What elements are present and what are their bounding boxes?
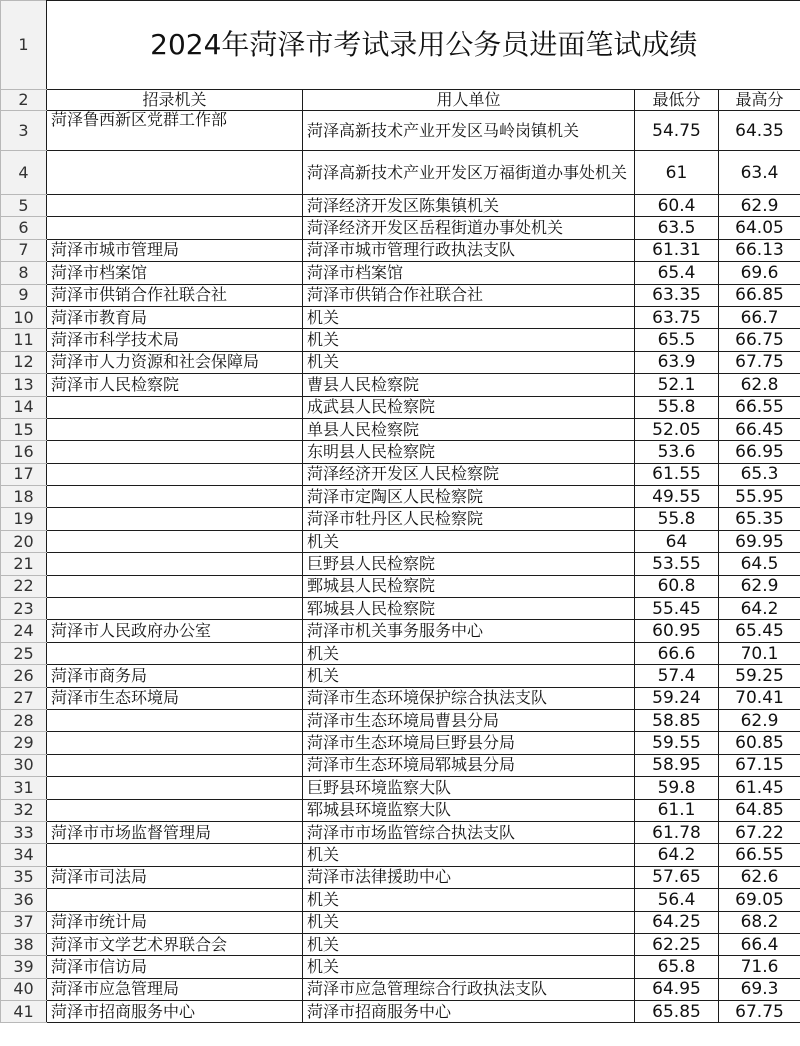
min-score-cell[interactable]: 61.31 (635, 239, 719, 261)
max-score-cell[interactable]: 71.6 (719, 956, 800, 978)
row-number[interactable]: 3 (1, 111, 47, 151)
row-number[interactable]: 21 (1, 553, 47, 575)
unit-cell[interactable]: 菏泽市生态环境保护综合执法支队 (303, 687, 635, 709)
unit-cell[interactable]: 菏泽经济开发区陈集镇机关 (303, 195, 635, 217)
table-row (1, 195, 800, 217)
unit-cell[interactable]: 菏泽市档案馆 (303, 262, 635, 284)
table-row (1, 418, 800, 440)
max-score-cell[interactable]: 66.55 (719, 844, 800, 866)
row-number[interactable]: 13 (1, 374, 47, 396)
agency-cell[interactable]: 菏泽市市场监督管理局 (47, 821, 303, 843)
table-row (1, 553, 800, 575)
unit-cell[interactable]: 机关 (303, 911, 635, 933)
min-score-cell[interactable]: 64.2 (635, 844, 719, 866)
unit-cell[interactable]: 菏泽经济开发区人民检察院 (303, 463, 635, 485)
row-number[interactable]: 41 (1, 1001, 47, 1023)
agency-cell[interactable]: 菏泽市文学艺术界联合会 (47, 933, 303, 955)
row-number[interactable]: 4 (1, 151, 47, 195)
unit-cell[interactable]: 机关 (303, 329, 635, 351)
unit-cell[interactable]: 曹县人民检察院 (303, 374, 635, 396)
max-score-cell[interactable]: 59.25 (719, 665, 800, 687)
unit-cell[interactable]: 机关 (303, 933, 635, 955)
table-row (1, 374, 800, 396)
max-score-cell[interactable]: 66.45 (719, 418, 800, 440)
max-score-cell[interactable]: 66.13 (719, 239, 800, 261)
unit-cell[interactable]: 菏泽高新技术产业开发区万福街道办事处机关 (303, 151, 635, 195)
agency-cell[interactable] (47, 195, 303, 217)
agency-cell[interactable] (47, 441, 303, 463)
min-score-cell[interactable]: 52.05 (635, 418, 719, 440)
table-row (1, 151, 800, 195)
table-row (1, 329, 800, 351)
max-score-cell[interactable]: 70.1 (719, 642, 800, 664)
max-score-cell[interactable]: 65.3 (719, 463, 800, 485)
agency-cell[interactable]: 菏泽市生态环境局 (47, 687, 303, 709)
agency-cell[interactable] (47, 799, 303, 821)
max-score-cell[interactable]: 66.7 (719, 306, 800, 328)
agency-cell[interactable] (47, 598, 303, 620)
agency-cell[interactable] (47, 418, 303, 440)
min-score-cell[interactable]: 63.35 (635, 284, 719, 306)
max-score-cell[interactable]: 62.9 (719, 575, 800, 597)
max-score-cell[interactable]: 60.85 (719, 732, 800, 754)
agency-cell[interactable]: 菏泽市招商服务中心 (47, 1001, 303, 1023)
table-row (1, 306, 800, 328)
max-score-cell[interactable]: 64.05 (719, 217, 800, 239)
row-number[interactable]: 2 (1, 90, 47, 111)
min-score-cell[interactable]: 63.5 (635, 217, 719, 239)
min-score-cell[interactable]: 59.8 (635, 777, 719, 799)
table-row (1, 1001, 800, 1023)
header-row (1, 90, 800, 111)
agency-cell[interactable]: 菏泽市供销合作社联合社 (47, 284, 303, 306)
unit-cell[interactable]: 机关 (303, 956, 635, 978)
agency-cell[interactable]: 菏泽鲁西新区党群工作部 (47, 111, 303, 151)
max-score-cell[interactable]: 65.45 (719, 620, 800, 642)
row-number[interactable]: 10 (1, 306, 47, 328)
column-header-agency[interactable]: 招录机关 (47, 90, 303, 111)
row-number[interactable]: 14 (1, 396, 47, 418)
min-score-cell[interactable]: 59.55 (635, 732, 719, 754)
row-number[interactable]: 35 (1, 866, 47, 888)
max-score-cell[interactable]: 69.05 (719, 889, 800, 911)
unit-cell[interactable]: 机关 (303, 665, 635, 687)
min-score-cell[interactable]: 64.95 (635, 978, 719, 1000)
max-score-cell[interactable]: 61.45 (719, 777, 800, 799)
row-number[interactable]: 26 (1, 665, 47, 687)
unit-cell[interactable]: 单县人民检察院 (303, 418, 635, 440)
max-score-cell[interactable]: 64.2 (719, 598, 800, 620)
max-score-cell[interactable]: 69.3 (719, 978, 800, 1000)
unit-cell[interactable]: 郓城县环境监察大队 (303, 799, 635, 821)
row-number[interactable]: 32 (1, 799, 47, 821)
table-row (1, 575, 800, 597)
unit-cell[interactable]: 机关 (303, 642, 635, 664)
unit-cell[interactable]: 巨野县环境监察大队 (303, 777, 635, 799)
min-score-cell[interactable]: 60.95 (635, 620, 719, 642)
agency-cell[interactable] (47, 732, 303, 754)
unit-cell[interactable]: 菏泽市生态环境局曹县分局 (303, 709, 635, 731)
row-number[interactable]: 39 (1, 956, 47, 978)
min-score-cell[interactable]: 66.6 (635, 642, 719, 664)
column-header-min[interactable]: 最低分 (635, 90, 719, 111)
row-number[interactable]: 25 (1, 642, 47, 664)
agency-cell[interactable] (47, 844, 303, 866)
row-number[interactable]: 17 (1, 463, 47, 485)
min-score-cell[interactable]: 65.5 (635, 329, 719, 351)
row-number[interactable]: 9 (1, 284, 47, 306)
agency-cell[interactable] (47, 754, 303, 776)
agency-cell[interactable] (47, 151, 303, 195)
page-title[interactable]: 2024年菏泽市考试录用公务员进面笔试成绩 (47, 1, 800, 90)
min-score-cell[interactable]: 61.1 (635, 799, 719, 821)
row-number[interactable]: 34 (1, 844, 47, 866)
max-score-cell[interactable]: 67.75 (719, 1001, 800, 1023)
unit-cell[interactable]: 菏泽市生态环境局郓城县分局 (303, 754, 635, 776)
agency-cell[interactable] (47, 508, 303, 530)
agency-cell[interactable] (47, 709, 303, 731)
min-score-cell[interactable]: 52.1 (635, 374, 719, 396)
max-score-cell[interactable]: 69.95 (719, 530, 800, 552)
min-score-cell[interactable]: 58.85 (635, 709, 719, 731)
table-row (1, 463, 800, 485)
max-score-cell[interactable]: 67.75 (719, 351, 800, 373)
unit-cell[interactable]: 菏泽市应急管理综合行政执法支队 (303, 978, 635, 1000)
min-score-cell[interactable]: 63.75 (635, 306, 719, 328)
table-row (1, 620, 800, 642)
unit-cell[interactable]: 机关 (303, 530, 635, 552)
agency-cell[interactable]: 菏泽市城市管理局 (47, 239, 303, 261)
max-score-cell[interactable]: 67.15 (719, 754, 800, 776)
unit-cell[interactable]: 机关 (303, 844, 635, 866)
row-number[interactable]: 40 (1, 978, 47, 1000)
table-row (1, 754, 800, 776)
table-row (1, 978, 800, 1000)
table-row (1, 530, 800, 552)
unit-cell[interactable]: 菏泽市机关事务服务中心 (303, 620, 635, 642)
min-score-cell[interactable]: 64.25 (635, 911, 719, 933)
max-score-cell[interactable]: 67.22 (719, 821, 800, 843)
min-score-cell[interactable]: 59.24 (635, 687, 719, 709)
row-number[interactable]: 31 (1, 777, 47, 799)
table-row (1, 866, 800, 888)
table-row (1, 709, 800, 731)
unit-cell[interactable]: 菏泽市生态环境局巨野县分局 (303, 732, 635, 754)
unit-cell[interactable]: 机关 (303, 306, 635, 328)
agency-cell[interactable] (47, 463, 303, 485)
agency-cell[interactable] (47, 396, 303, 418)
table-row (1, 821, 800, 843)
min-score-cell[interactable]: 65.8 (635, 956, 719, 978)
column-header-unit[interactable]: 用人单位 (303, 90, 635, 111)
table-row (1, 508, 800, 530)
max-score-cell[interactable]: 70.41 (719, 687, 800, 709)
row-number[interactable]: 33 (1, 821, 47, 843)
row-number[interactable]: 15 (1, 418, 47, 440)
unit-cell[interactable]: 郓城县人民检察院 (303, 598, 635, 620)
unit-cell[interactable]: 菏泽市城市管理行政执法支队 (303, 239, 635, 261)
min-score-cell[interactable]: 60.8 (635, 575, 719, 597)
row-number[interactable]: 38 (1, 933, 47, 955)
row-number[interactable]: 5 (1, 195, 47, 217)
max-score-cell[interactable]: 66.55 (719, 396, 800, 418)
min-score-cell[interactable]: 65.4 (635, 262, 719, 284)
row-number[interactable]: 1 (1, 1, 47, 90)
row-number[interactable]: 18 (1, 486, 47, 508)
min-score-cell[interactable]: 61 (635, 151, 719, 195)
max-score-cell[interactable]: 63.4 (719, 151, 800, 195)
min-score-cell[interactable]: 57.4 (635, 665, 719, 687)
agency-cell[interactable] (47, 530, 303, 552)
min-score-cell[interactable]: 55.8 (635, 396, 719, 418)
row-number[interactable]: 16 (1, 441, 47, 463)
max-score-cell[interactable]: 64.35 (719, 111, 800, 151)
table-row (1, 844, 800, 866)
table-row (1, 642, 800, 664)
min-score-cell[interactable]: 49.55 (635, 486, 719, 508)
unit-cell[interactable]: 机关 (303, 351, 635, 373)
agency-cell[interactable]: 菏泽市信访局 (47, 956, 303, 978)
agency-cell[interactable] (47, 553, 303, 575)
table-row (1, 284, 800, 306)
unit-cell[interactable]: 鄄城县人民检察院 (303, 575, 635, 597)
table-row (1, 889, 800, 911)
agency-cell[interactable]: 菏泽市教育局 (47, 306, 303, 328)
max-score-cell[interactable]: 62.9 (719, 709, 800, 731)
agency-cell[interactable]: 菏泽市应急管理局 (47, 978, 303, 1000)
min-score-cell[interactable]: 57.65 (635, 866, 719, 888)
unit-cell[interactable]: 菏泽市供销合作社联合社 (303, 284, 635, 306)
min-score-cell[interactable]: 58.95 (635, 754, 719, 776)
min-score-cell[interactable]: 55.8 (635, 508, 719, 530)
unit-cell[interactable]: 菏泽市法律援助中心 (303, 866, 635, 888)
max-score-cell[interactable]: 65.35 (719, 508, 800, 530)
table-row (1, 799, 800, 821)
row-number[interactable]: 27 (1, 687, 47, 709)
max-score-cell[interactable]: 62.8 (719, 374, 800, 396)
min-score-cell[interactable]: 53.6 (635, 441, 719, 463)
max-score-cell[interactable]: 66.95 (719, 441, 800, 463)
row-number[interactable]: 29 (1, 732, 47, 754)
table-row (1, 441, 800, 463)
max-score-cell[interactable]: 69.6 (719, 262, 800, 284)
table-row (1, 777, 800, 799)
unit-cell[interactable]: 菏泽经济开发区岳程街道办事处机关 (303, 217, 635, 239)
min-score-cell[interactable]: 56.4 (635, 889, 719, 911)
agency-cell[interactable]: 菏泽市人力资源和社会保障局 (47, 351, 303, 373)
agency-cell[interactable] (47, 777, 303, 799)
table-row (1, 911, 800, 933)
column-header-max[interactable]: 最高分 (719, 90, 800, 111)
row-number[interactable]: 23 (1, 598, 47, 620)
agency-cell[interactable]: 菏泽市统计局 (47, 911, 303, 933)
unit-cell[interactable]: 菏泽高新技术产业开发区马岭岗镇机关 (303, 111, 635, 151)
table-row (1, 396, 800, 418)
min-score-cell[interactable]: 64 (635, 530, 719, 552)
max-score-cell[interactable]: 62.9 (719, 195, 800, 217)
table-row (1, 262, 800, 284)
max-score-cell[interactable]: 66.4 (719, 933, 800, 955)
unit-cell[interactable]: 菏泽市市场监管综合执法支队 (303, 821, 635, 843)
table-row (1, 598, 800, 620)
agency-cell[interactable]: 菏泽市科学技术局 (47, 329, 303, 351)
max-score-cell[interactable]: 66.85 (719, 284, 800, 306)
row-number[interactable]: 36 (1, 889, 47, 911)
unit-cell[interactable]: 菏泽市牡丹区人民检察院 (303, 508, 635, 530)
row-number[interactable]: 6 (1, 217, 47, 239)
agency-cell[interactable]: 菏泽市档案馆 (47, 262, 303, 284)
row-number[interactable]: 8 (1, 262, 47, 284)
table-row (1, 732, 800, 754)
table-row (1, 239, 800, 261)
agency-cell[interactable]: 菏泽市人民政府办公室 (47, 620, 303, 642)
table-row (1, 217, 800, 239)
min-score-cell[interactable]: 61.78 (635, 821, 719, 843)
min-score-cell[interactable]: 61.55 (635, 463, 719, 485)
max-score-cell[interactable]: 55.95 (719, 486, 800, 508)
agency-cell[interactable] (47, 217, 303, 239)
agency-cell[interactable] (47, 889, 303, 911)
min-score-cell[interactable]: 55.45 (635, 598, 719, 620)
row-number[interactable]: 24 (1, 620, 47, 642)
table-row (1, 486, 800, 508)
table-row (1, 956, 800, 978)
table-row (1, 933, 800, 955)
agency-cell[interactable] (47, 486, 303, 508)
table-row (1, 111, 800, 151)
row-number[interactable]: 28 (1, 709, 47, 731)
row-number[interactable]: 12 (1, 351, 47, 373)
row-number[interactable]: 22 (1, 575, 47, 597)
agency-cell[interactable]: 菏泽市司法局 (47, 866, 303, 888)
table-row (1, 351, 800, 373)
row-number[interactable]: 37 (1, 911, 47, 933)
unit-cell[interactable]: 成武县人民检察院 (303, 396, 635, 418)
min-score-cell[interactable]: 65.85 (635, 1001, 719, 1023)
table-row (1, 687, 800, 709)
max-score-cell[interactable]: 64.5 (719, 553, 800, 575)
max-score-cell[interactable]: 64.85 (719, 799, 800, 821)
min-score-cell[interactable]: 62.25 (635, 933, 719, 955)
agency-cell[interactable]: 菏泽市商务局 (47, 665, 303, 687)
unit-cell[interactable]: 东明县人民检察院 (303, 441, 635, 463)
unit-cell[interactable]: 菏泽市定陶区人民检察院 (303, 486, 635, 508)
row-number[interactable]: 20 (1, 530, 47, 552)
max-score-cell[interactable]: 68.2 (719, 911, 800, 933)
max-score-cell[interactable]: 66.75 (719, 329, 800, 351)
min-score-cell[interactable]: 53.55 (635, 553, 719, 575)
min-score-cell[interactable]: 60.4 (635, 195, 719, 217)
unit-cell[interactable]: 菏泽市招商服务中心 (303, 1001, 635, 1023)
row-number[interactable]: 11 (1, 329, 47, 351)
agency-cell[interactable] (47, 575, 303, 597)
table-row (1, 665, 800, 687)
agency-cell[interactable] (47, 642, 303, 664)
max-score-cell[interactable]: 62.6 (719, 866, 800, 888)
agency-cell[interactable]: 菏泽市人民检察院 (47, 374, 303, 396)
min-score-cell[interactable]: 54.75 (635, 111, 719, 151)
row-number[interactable]: 19 (1, 508, 47, 530)
row-number[interactable]: 30 (1, 754, 47, 776)
unit-cell[interactable]: 机关 (303, 889, 635, 911)
unit-cell[interactable]: 巨野县人民检察院 (303, 553, 635, 575)
min-score-cell[interactable]: 63.9 (635, 351, 719, 373)
title-row (1, 1, 800, 90)
row-number[interactable]: 7 (1, 239, 47, 261)
